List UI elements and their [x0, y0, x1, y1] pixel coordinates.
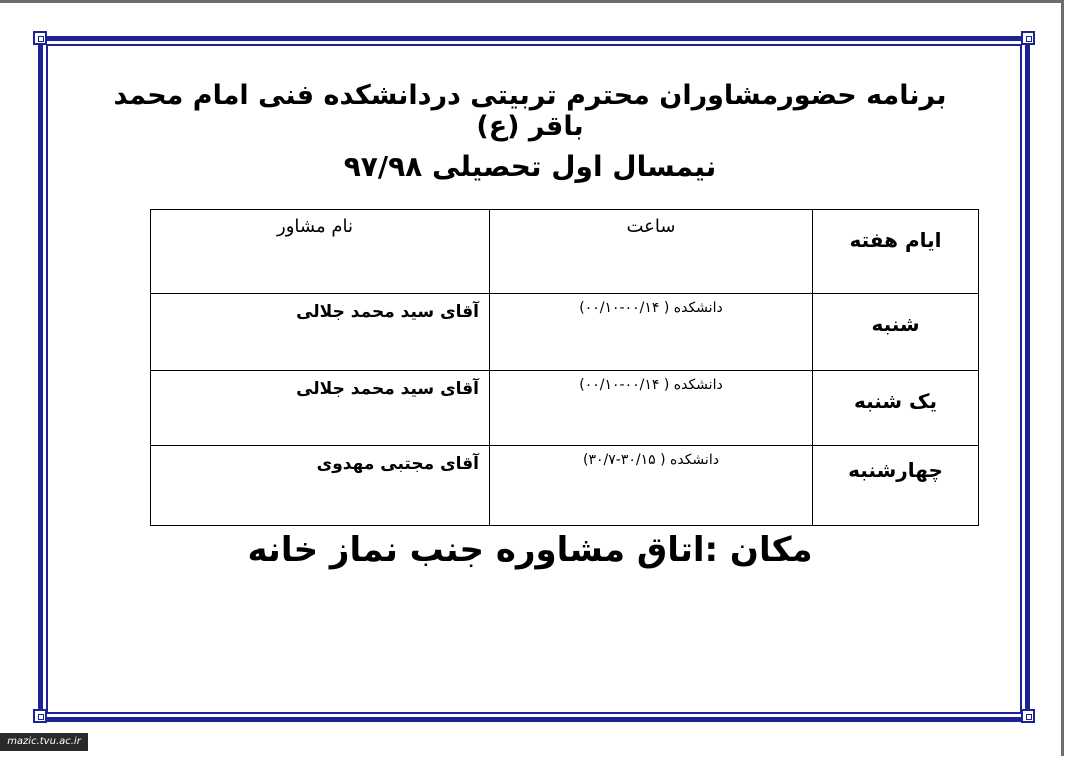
table-row: [151, 446, 979, 526]
day-cell: شنبه: [813, 294, 979, 371]
table-row: [151, 294, 979, 371]
header-day: ایام هفته: [813, 210, 979, 294]
document-title: برنامه حضورمشاوران محترم تربیتی دردانشکده فنی امام محمد باقر (ع): [113, 80, 947, 142]
schedule-table: [150, 209, 979, 526]
source-badge[interactable]: mazic.tvu.ac.ir: [0, 733, 88, 751]
header-time: ساعت: [490, 210, 813, 294]
table-row: [151, 371, 979, 446]
frame-corner-ornament: [33, 709, 47, 723]
advisor-cell: آقای سید محمد جلالی: [151, 294, 490, 371]
header-advisor: نام مشاور: [151, 210, 490, 294]
frame-corner-ornament: [1021, 31, 1035, 45]
time-cell: دانشکده ( ۰۰/۱۴-۰۰/۱۰): [490, 294, 813, 371]
frame-corner-ornament: [1021, 709, 1035, 723]
advisor-cell: آقای مجتبی مهدوی: [151, 446, 490, 526]
day-cell: چهارشنبه: [813, 446, 979, 526]
frame-corner-ornament: [33, 31, 47, 45]
time-cell: دانشکده ( ۰۰/۱۴-۰۰/۱۰): [490, 371, 813, 446]
table-header-row: [151, 210, 979, 294]
location-note: مکان :اتاق مشاوره جنب نماز خانه: [247, 530, 813, 570]
time-cell: دانشکده ( ۳۰/۱۵-۳۰/۷): [490, 446, 813, 526]
day-cell: یک شنبه: [813, 371, 979, 446]
semester-subtitle: نیمسال اول تحصیلی ۹۷/۹۸: [343, 150, 717, 183]
advisor-cell: آقای سید محمد جلالی: [151, 371, 490, 446]
